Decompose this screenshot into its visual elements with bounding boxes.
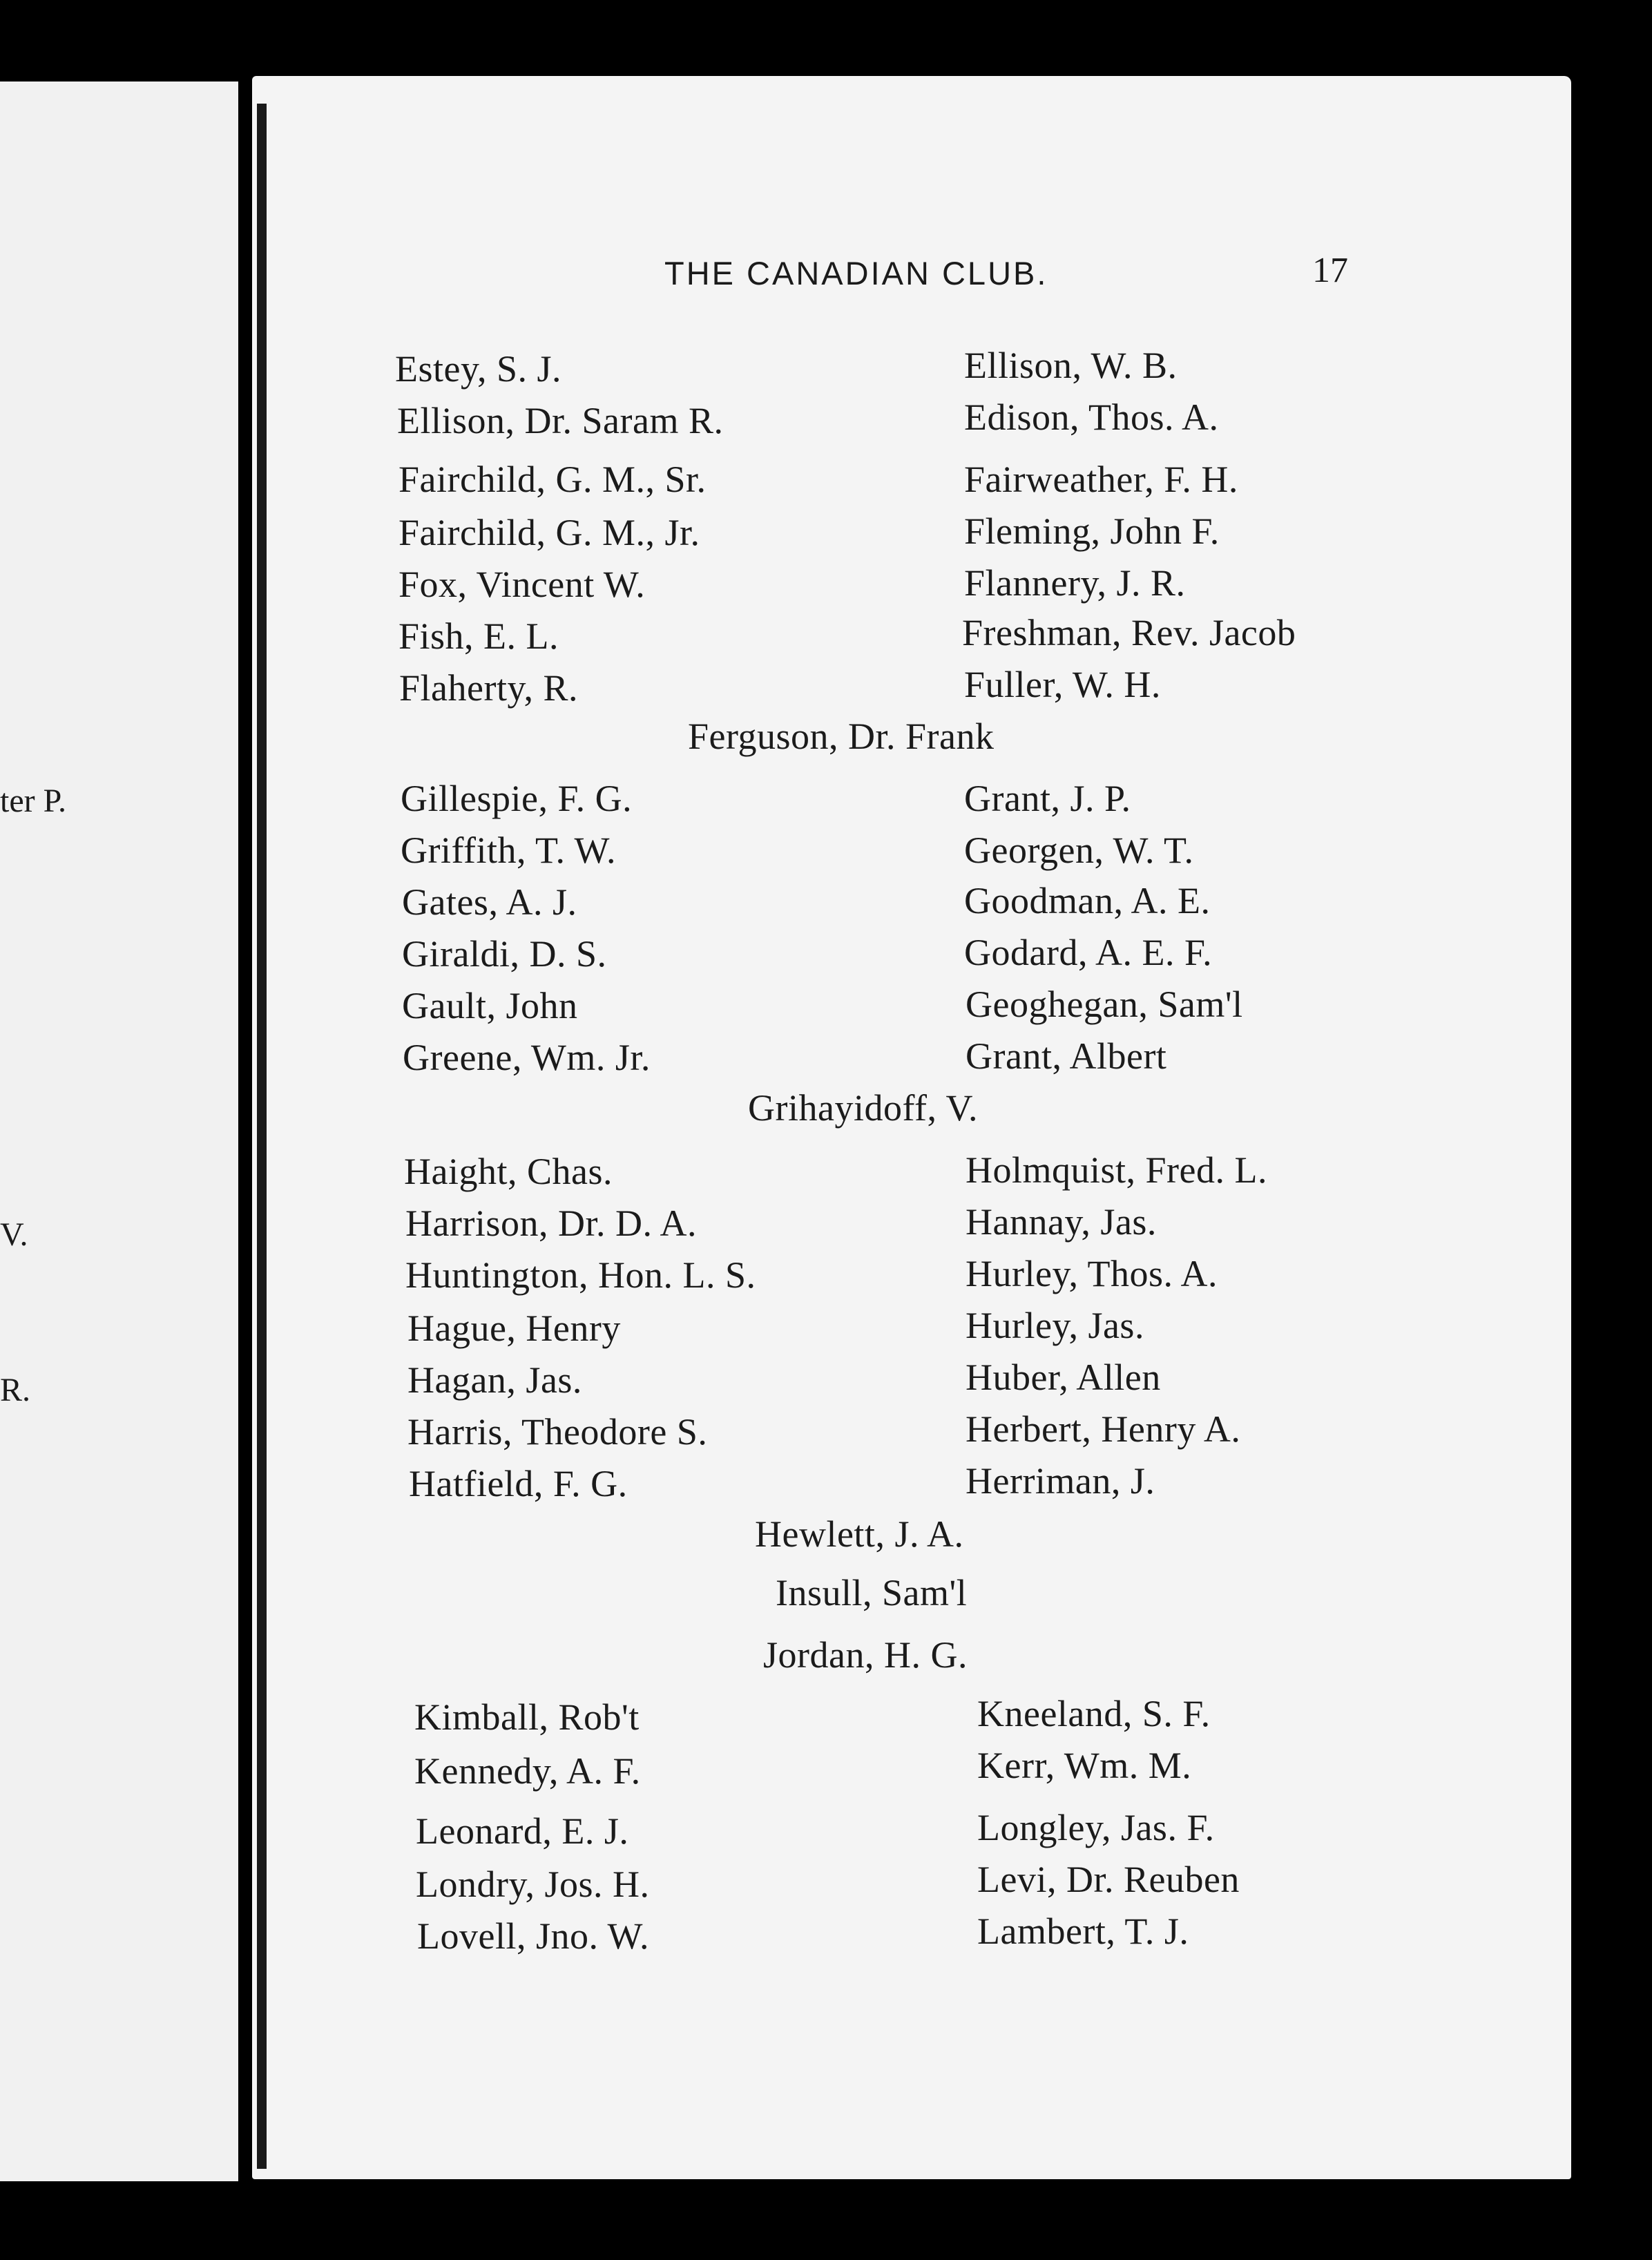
member-name-left: Estey, S. J. <box>395 348 562 390</box>
member-name-left: Harrison, Dr. D. A. <box>405 1203 697 1244</box>
member-name-left: Griffith, T. W. <box>401 830 617 871</box>
member-name-right: Herbert, Henry A. <box>966 1408 1241 1450</box>
member-name-left: Gates, A. J. <box>402 881 577 923</box>
member-name-right: Grant, Albert <box>966 1035 1167 1077</box>
member-name-left: Greene, Wm. Jr. <box>403 1037 651 1078</box>
left-page-fragment: ter P. <box>0 783 66 819</box>
page-header-title: THE CANADIAN CLUB. <box>664 255 1048 291</box>
member-name-left: Fairchild, G. M., Sr. <box>398 459 707 500</box>
member-name-right: Fairweather, F. H. <box>964 459 1238 500</box>
member-name-centered: Grihayidoff, V. <box>748 1087 979 1129</box>
member-name-left: Haight, Chas. <box>404 1151 613 1192</box>
member-name-right: Kneeland, S. F. <box>977 1693 1211 1734</box>
member-name-left: Huntington, Hon. L. S. <box>405 1254 756 1296</box>
member-name-right: Hannay, Jas. <box>966 1201 1157 1243</box>
member-name-left: Leonard, E. J. <box>416 1810 629 1852</box>
member-name-left: Giraldi, D. S. <box>402 933 607 975</box>
member-name-right: Georgen, W. T. <box>964 830 1194 871</box>
member-name-right: Kerr, Wm. M. <box>977 1745 1192 1786</box>
member-name-left: Hagan, Jas. <box>407 1359 582 1401</box>
member-name-left: Londry, Jos. H. <box>416 1864 650 1905</box>
member-name-right: Hurley, Jas. <box>966 1305 1144 1346</box>
member-name-right: Lambert, T. J. <box>977 1911 1189 1952</box>
member-name-right: Freshman, Rev. Jacob <box>962 612 1296 653</box>
member-name-right: Godard, A. E. F. <box>964 932 1213 973</box>
member-name-left: Fish, E. L. <box>398 615 559 657</box>
member-name-centered: Jordan, H. G. <box>763 1634 968 1676</box>
member-name-right: Flannery, J. R. <box>964 562 1186 604</box>
member-name-right: Geoghegan, Sam'l <box>966 984 1243 1025</box>
member-name-left: Fairchild, G. M., Jr. <box>398 512 700 553</box>
member-name-left: Gillespie, F. G. <box>401 778 633 819</box>
member-name-centered: Hewlett, J. A. <box>755 1513 964 1555</box>
member-name-left: Hague, Henry <box>407 1308 621 1349</box>
member-name-left: Harris, Theodore S. <box>407 1411 708 1453</box>
member-name-right: Hurley, Thos. A. <box>966 1253 1218 1294</box>
left-page-fragment: V. <box>0 1216 28 1253</box>
member-name-right: Levi, Dr. Reuben <box>977 1859 1240 1900</box>
member-name-right: Fuller, W. H. <box>964 664 1161 705</box>
left-page <box>0 82 238 2181</box>
book-spine <box>257 104 267 2169</box>
member-name-right: Ellison, W. B. <box>964 345 1178 386</box>
left-page-fragment: R. <box>0 1372 31 1408</box>
member-name-right: Longley, Jas. F. <box>977 1807 1215 1848</box>
member-name-right: Fleming, John F. <box>964 510 1220 552</box>
member-name-left: Kimball, Rob't <box>414 1696 640 1738</box>
member-name-right: Huber, Allen <box>966 1357 1161 1398</box>
member-name-right: Herriman, J. <box>966 1460 1155 1502</box>
member-name-right: Edison, Thos. A. <box>964 396 1219 438</box>
member-name-left: Ellison, Dr. Saram R. <box>397 400 724 441</box>
member-name-left: Gault, John <box>402 985 578 1026</box>
member-name-right: Grant, J. P. <box>964 778 1131 819</box>
member-name-right: Goodman, A. E. <box>964 880 1211 921</box>
member-name-centered: Insull, Sam'l <box>776 1572 968 1613</box>
member-name-right: Holmquist, Fred. L. <box>966 1149 1267 1191</box>
member-name-left: Kennedy, A. F. <box>414 1750 641 1792</box>
member-name-left: Fox, Vincent W. <box>398 564 646 605</box>
member-name-left: Flaherty, R. <box>399 667 578 709</box>
member-name-left: Hatfield, F. G. <box>409 1463 628 1504</box>
member-name-left: Lovell, Jno. W. <box>417 1915 650 1957</box>
member-name-centered: Ferguson, Dr. Frank <box>688 716 995 757</box>
page-number: 17 <box>1312 251 1348 290</box>
